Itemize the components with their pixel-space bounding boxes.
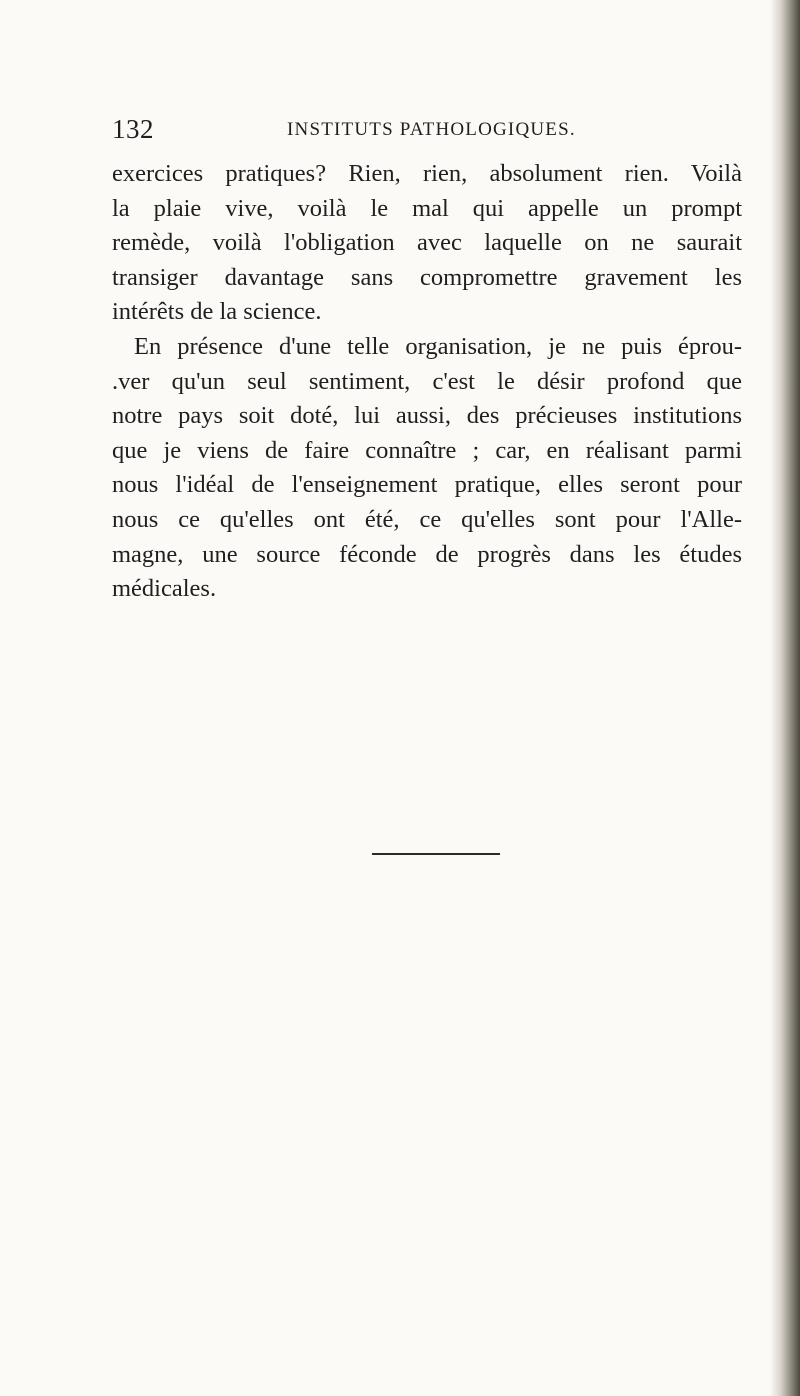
text-line: exercices pratiques? Rien, rien, absolument rien. Voilà: [112, 160, 742, 187]
text-line: En présence d'une telle organisation, je ne puis éprou-: [134, 332, 742, 360]
text-line: intérêts de la science.: [112, 298, 322, 326]
text-line: .ver qu'un seul sentiment, c'est le désir profond que: [112, 367, 742, 395]
text-line: que je viens de faire connaître ; car, en réalisant parmi: [112, 436, 742, 464]
text-line: médicales.: [112, 575, 217, 603]
body-text: [112, 157, 742, 607]
page-header: [112, 114, 672, 154]
running-head: INSTITUTS PATHOLOGIQUES.: [287, 119, 576, 140]
text-line: magne, une source féconde de progrès dans les études: [112, 540, 742, 568]
section-end-rule: [372, 853, 500, 855]
text-line: notre pays soit doté, lui aussi, des précieuses institutions: [112, 402, 742, 430]
text-line: remède, voilà l'obligation avec laquelle on ne saurait: [112, 229, 742, 257]
text-line: nous l'idéal de l'enseignement pratique, elles seront pour: [112, 471, 742, 499]
binding-edge-shadow: [770, 0, 800, 1396]
text-line: nous ce qu'elles ont été, ce qu'elles sont pour l'Alle-: [112, 505, 742, 533]
text-line: transiger davantage sans compromettre gravement les: [112, 263, 742, 291]
text-line: la plaie vive, voilà le mal qui appelle un prompt: [112, 194, 742, 222]
page-number: 132: [112, 114, 154, 144]
